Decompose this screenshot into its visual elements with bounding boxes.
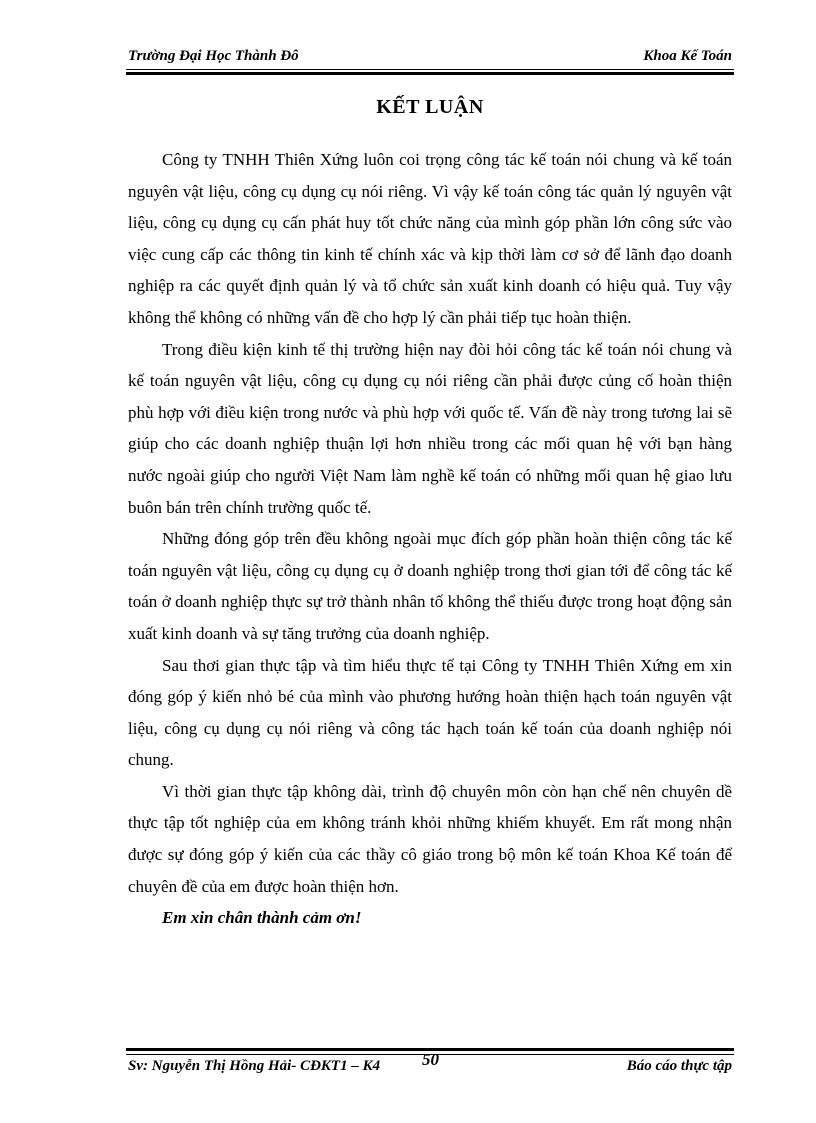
header-department-name: Khoa Kế Toán: [643, 48, 732, 64]
paragraph-4: Sau thơi gian thực tập và tìm hiểu thực tế tại Công ty TNHH Thiên Xứng em xin đóng góp ý kiến nhỏ bé của mình vào phương hướng hoàn thiện hạch toán nguyên vật liệu, công cụ dụng cụ nói riêng và công tác hạch toán kế toán của doanh nghiệp nói chung.: [128, 655, 732, 770]
page-title: KẾT LUẬN: [376, 96, 484, 118]
closing-line: Em xin chân thành cảm ơn!: [162, 908, 362, 928]
page-number: 50: [422, 1050, 439, 1069]
footer-student-info: Sv: Nguyễn Thị Hồng Hải- CĐKT1 – K4: [128, 1058, 381, 1074]
footer-report-type: Báo cáo thực tập: [626, 1058, 732, 1074]
header-rule-thin: [126, 69, 734, 70]
page-footer: [128, 1050, 732, 1082]
paragraph-5: Vì thời gian thực tập không dài, trình độ chuyên môn còn hạn chế nên chuyên dề thực tập tốt nghiệp của em không tránh khỏi những khiếm khuyết. Em rất mong nhận được sự đóng góp ý kiến của các thầy cô giáo trong bộ môn kế toán Khoa Kế toán để chuyên đề của em được hoàn thiện hơn.: [128, 781, 732, 896]
body-text: [128, 144, 732, 934]
header-rule-thick: [126, 72, 734, 75]
paragraph-2: Trong điều kiện kinh tế thị trường hiện nay đòi hỏi công tác kế toán nói chung và kế toán nguyên vật liệu, công cụ dụng cụ nói riêng cần phải được củng cố hoàn thiện phù hợp với điều kiện trong nước và phù hợp với quốc tế. Vấn đề này trong tương lai sẽ giúp cho các doanh nghiệp thuận lợi hơn nhiều trong các mối quan hệ với bạn hàng nước ngoài giúp cho người Việt Nam làm nghề kế toán có những mối quan hệ giao lưu buôn bán trên chính trường quốc tế.: [128, 339, 732, 517]
paragraph-3: Những đóng góp trên đều không ngoài mục đích góp phần hoàn thiện công tác kế toán nguyên vật liệu, công cụ dụng cụ ở doanh nghiệp trong thơi gian tới để công tác kế toán ở doanh nghiệp thực sự trở thành nhân tố không thể thiếu được trong hoạt động sản xuất kinh doanh và sự tăng trưởng của doanh nghiệp.: [128, 529, 732, 643]
header-school-name: Trường Đại Học Thành Đô: [128, 48, 299, 64]
paragraph-1: Công ty TNHH Thiên Xứng luôn coi trọng công tác kế toán nói chung và kế toán nguyên vật liệu, công cụ dụng cụ nói riêng. Vì vậy kế toán công tác quản lý nguyên vật liệu, công cụ dụng cụ cấn phát huy tốt chức năng của mình góp phần lớn công sức vào việc cung cấp các thông tin kinh tế chính xác và kịp thời làm cơ sở để lãnh đạo doanh nghiệp ra các quyết định quản lý và tổ chức sản xuất kinh doanh có hiệu quả. Tuy vậy không thể không có những vấn đề cho hợp lý cần phải tiếp tục hoàn thiện.: [128, 150, 732, 327]
